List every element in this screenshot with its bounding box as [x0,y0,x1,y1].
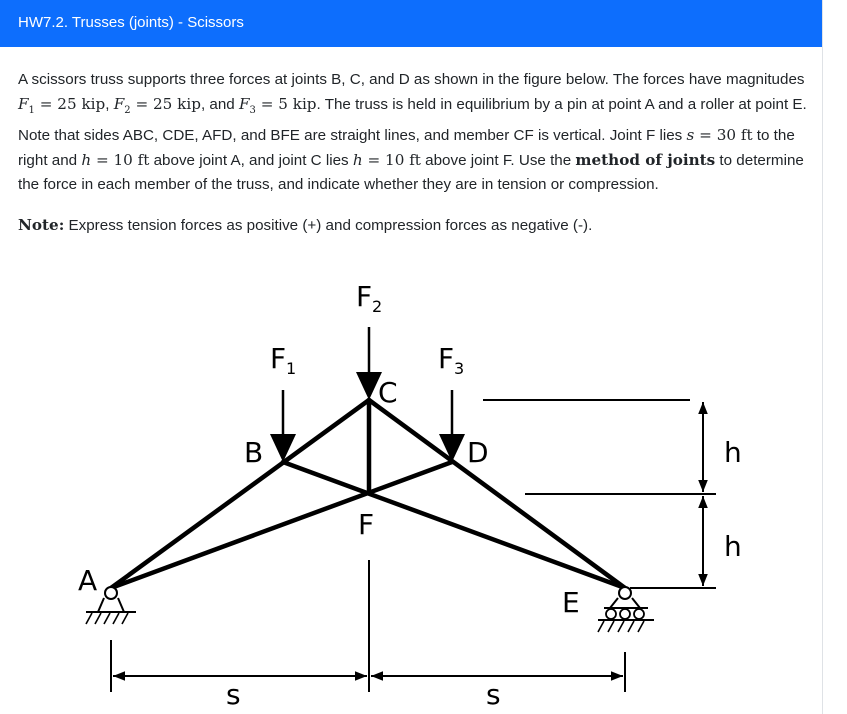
sep-2: , and [200,96,239,113]
problem-text-1: A scissors truss supports three forces at joints B, C, and D as shown in the figure below. The forces have magnitudes [18,71,805,88]
f2-subscript: 2 [124,105,131,117]
f1-value: = 25 kip [34,95,106,113]
roller-support-e [598,587,654,632]
h-value: = 10 ft [91,151,150,170]
note-label: Note: [18,216,65,235]
f3-value: = 5 kip [255,95,317,113]
problem-text-2: . The truss is held in equilibrium by a pin at point A and a roller at point E. Note that sides ABC, CDE, AFD, and BFE are straight lines, and member CF is vertical. Joint F lies [18,96,807,145]
problem-statement [18,68,808,197]
joint-d-label: D [467,436,489,469]
member-bfe [283,462,625,588]
dimension-s-left-label: s [226,678,241,711]
force-f3-head [439,434,465,462]
f1-symbol: F [18,95,29,113]
h-value-2: = 10 ft [362,151,421,170]
s-symbol: s [686,126,695,145]
sep-1: , [105,96,114,113]
f3-subscript: 3 [249,105,256,117]
joint-e-label: E [562,586,580,619]
joint-c-label: C [378,376,398,409]
dimension-s-right-label: s [486,678,501,711]
dimension-h [483,400,716,588]
force-f2-subscript: 2 [372,297,383,316]
member-abc [111,400,369,588]
problem-text-3: to the right and [18,127,795,170]
force-f1-letter: F [270,342,287,375]
truss-figure [0,270,822,714]
joint-b-label: B [244,436,264,469]
joint-f-label: F [358,508,375,541]
problem-text-5: above joint F. Use the [420,152,576,170]
f2-value: = 25 kip [130,95,201,113]
force-f3-letter: F [438,342,455,375]
joint-a-label: A [78,564,98,597]
s-value: = 30 ft [694,126,753,145]
question-header [0,0,822,47]
f1-subscript: 1 [28,105,35,117]
dimension-h-bottom-label: h [724,530,742,563]
problem-text-4: above joint A, and joint C lies [149,152,353,170]
force-f1-subscript: 1 [286,359,297,378]
question-title: HW7.2. Trusses (joints) - Scissors [18,14,244,31]
h-symbol-2: h [352,151,363,170]
dimension-s [111,560,625,692]
figure-labels [78,280,742,711]
dimension-h-top-label: h [724,436,742,469]
note [18,213,808,238]
method-of-joints: method of joints [575,151,716,170]
h-symbol: h [81,151,92,170]
note-text: Express tension forces as positive (+) and compression forces as negative (-). [64,217,593,235]
f2-symbol: F [113,95,125,113]
f3-symbol: F [238,95,250,113]
force-f2-letter: F [356,280,373,313]
question-body [18,68,808,238]
force-f3-subscript: 3 [454,359,465,378]
problem-text-6: to determine the force in each member of the truss, and indicate whether they are in tension or compression. [18,152,804,194]
member-afd [111,462,452,588]
